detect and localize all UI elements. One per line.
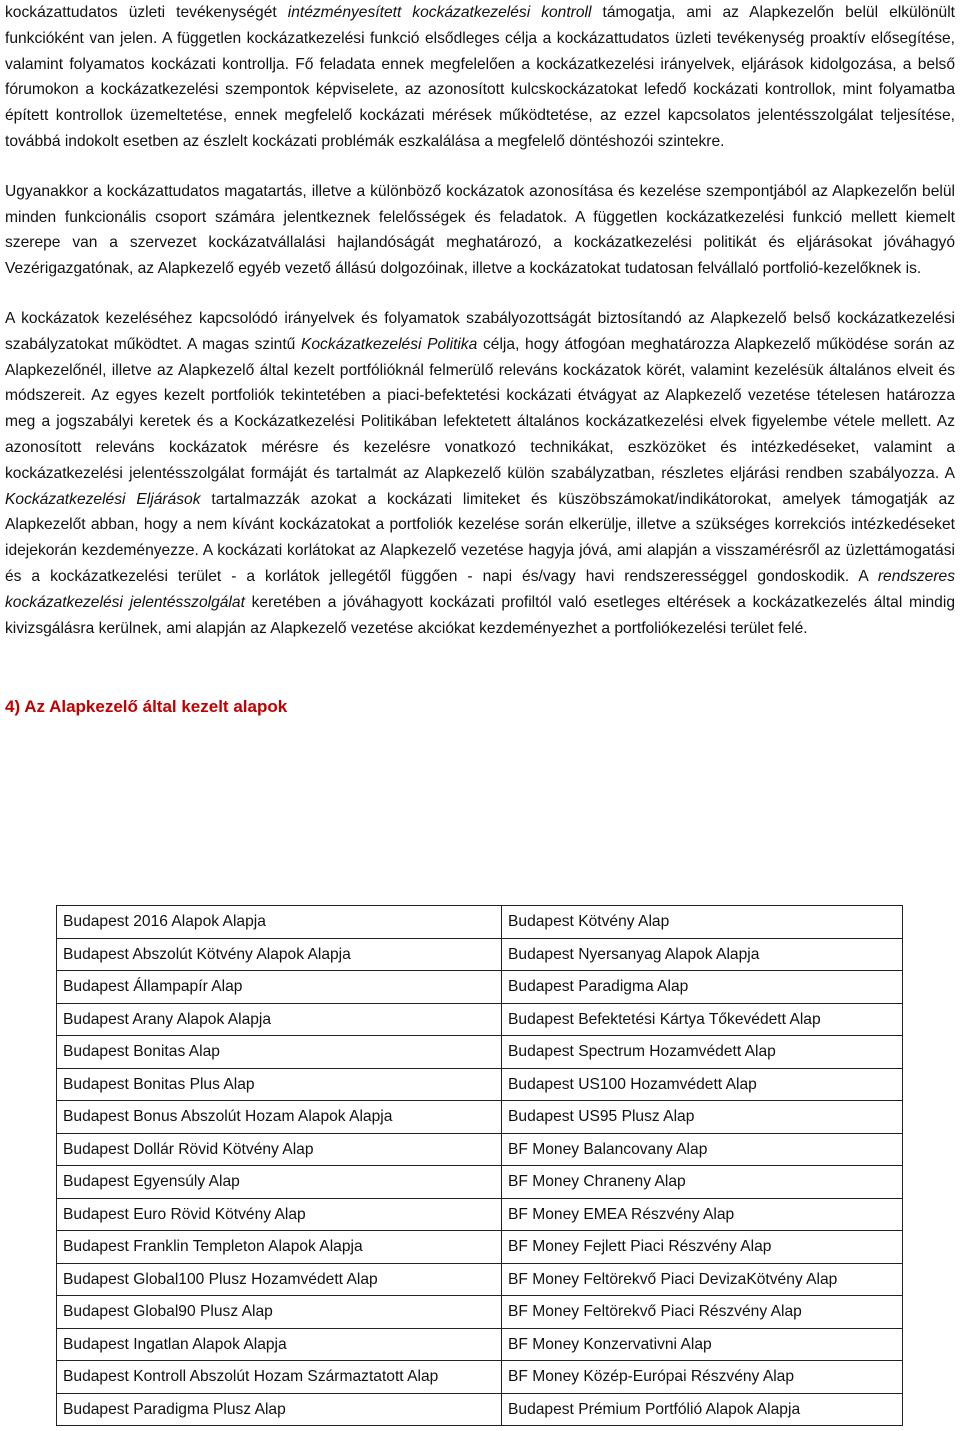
table-row bbox=[57, 1166, 903, 1199]
table-row bbox=[57, 1328, 903, 1361]
paragraph-policies bbox=[5, 306, 955, 641]
table-row bbox=[57, 1393, 903, 1426]
fund-name-left: Budapest Kontroll Abszolút Hozam Származtatott Alap bbox=[57, 1361, 502, 1394]
paragraph-risk-function bbox=[5, 0, 955, 155]
paragraph-3-text-b: célja, hogy átfogóan meghatározza Alapkezelő működése során az Alapkezelőnél, illetve az Alapkezelő által kezelt portfólióknál felmerülő releváns kockázatok körét, valamint kezelésük általános elveit és módszereit. Az egyes kezelt portfoliók tekintetében a piaci-befektetési kockázati étvágyat az Alapkezelő vezetése tételesen határozza meg a jogszabályi keretek és a Kockázatkezelési Politikában lefektetett általános kockázatkezelési elvek figyelembe vétele mellett. Az azonosított releváns kockázatok mérésre és kezelésre vonatkozó technikákat, eszközöket és intézkedéseket, valamint a kockázatkezelési jelentésszolgálat formáját és tartalmát az Alapkezelő külön szabályzatban, részletes eljárási rendben szabályozza. A bbox=[5, 335, 955, 482]
fund-name-right: Budapest Paradigma Alap bbox=[502, 971, 903, 1004]
table-row bbox=[57, 1101, 903, 1134]
table-row bbox=[57, 1263, 903, 1296]
fund-name-right: BF Money EMEA Részvény Alap bbox=[502, 1198, 903, 1231]
fund-name-left: Budapest Paradigma Plusz Alap bbox=[57, 1393, 502, 1426]
fund-name-left: Budapest Global100 Plusz Hozamvédett Alap bbox=[57, 1263, 502, 1296]
table-row bbox=[57, 1296, 903, 1329]
table-row bbox=[57, 906, 903, 939]
fund-name-right: Budapest US100 Hozamvédett Alap bbox=[502, 1068, 903, 1101]
fund-name-right: BF Money Közép-Európai Részvény Alap bbox=[502, 1361, 903, 1394]
fund-name-right: Budapest Prémium Portfólió Alapok Alapja bbox=[502, 1393, 903, 1426]
paragraph-3-text-d: keretében a jóváhagyott kockázati profiltól való esetleges eltérések a kockázatkezelés által mindig kivizsgálásra kerülnek, ami alapján az Alapkezelő vezetése akciókat kezdeményezhet a portfoliókezelési terület felé. bbox=[5, 593, 955, 637]
fund-name-right: BF Money Fejlett Piaci Részvény Alap bbox=[502, 1231, 903, 1264]
table-row bbox=[57, 971, 903, 1004]
fund-table bbox=[56, 905, 903, 1426]
fund-name-left: Budapest Euro Rövid Kötvény Alap bbox=[57, 1198, 502, 1231]
fund-name-right: BF Money Chraneny Alap bbox=[502, 1166, 903, 1199]
paragraph-1-text-b: támogatja, ami az Alapkezelőn belül elkülönült funkcióként van jelen. A független kockázatkezelési funkció elsődleges célja a kockázattudatos üzleti tevékenység proaktív elősegítése, valamint folyamatos kockázati kontrollja. Fő feladata ennek megfelelően a kockázatkezelési irányelvek, eljárások kidolgozása, a belső fórumokon a kockázatkezelési szempontok képviselete, az azonosított kulcskockázatokat lefedő kockázati kontrollok, mint folyamatba épített kontrollok üzemeltetése, ennek megfelelő kockázati mérések működtetése, az ezzel kapcsolatos jelentésszolgálat teljesítése, továbbá indokolt esetben az észlelt kockázati problémák eszkalálása a megfelelő döntéshozói szintekre. bbox=[5, 4, 955, 150]
fund-name-right: Budapest US95 Plusz Alap bbox=[502, 1101, 903, 1134]
fund-table-body bbox=[57, 906, 903, 1426]
paragraph-1-italic-term: intézményesített kockázatkezelési kontroll bbox=[287, 4, 592, 21]
paragraph-3-text-a: A kockázatok kezeléséhez kapcsolódó irányelvek és folyamatok szabályozottságát biztosítandó az Alapkezelő belső kockázatkezelési szabályzatokat működtet. A magas szintű bbox=[5, 309, 955, 353]
table-row bbox=[57, 1361, 903, 1394]
fund-name-left: Budapest Ingatlan Alapok Alapja bbox=[57, 1328, 502, 1361]
fund-name-right: BF Money Konzervativni Alap bbox=[502, 1328, 903, 1361]
fund-name-left: Budapest Egyensúly Alap bbox=[57, 1166, 502, 1199]
fund-name-left: Budapest Franklin Templeton Alapok Alapja bbox=[57, 1231, 502, 1264]
fund-name-left: Budapest Bonitas Alap bbox=[57, 1036, 502, 1069]
fund-name-left: Budapest Arany Alapok Alapja bbox=[57, 1003, 502, 1036]
fund-name-right: Budapest Spectrum Hozamvédett Alap bbox=[502, 1036, 903, 1069]
fund-name-left: Budapest Dollár Rövid Kötvény Alap bbox=[57, 1133, 502, 1166]
fund-name-right: BF Money Feltörekvő Piaci DevizaKötvény Alap bbox=[502, 1263, 903, 1296]
fund-name-left: Budapest Állampapír Alap bbox=[57, 971, 502, 1004]
fund-name-left: Budapest Bonitas Plus Alap bbox=[57, 1068, 502, 1101]
fund-name-right: Budapest Nyersanyag Alapok Alapja bbox=[502, 938, 903, 971]
fund-name-left: Budapest 2016 Alapok Alapja bbox=[57, 906, 502, 939]
fund-name-left: Budapest Global90 Plusz Alap bbox=[57, 1296, 502, 1329]
paragraph-3-text-c: tartalmazzák azokat a kockázati limiteket és küszöbszámokat/indikátorokat, amelyek támogatják az Alapkezelőt abban, hogy a nem kívánt kockázatokat a portfoliók kezelése során elkerülje, illetve a szükséges korrekciós intézkedéseket idejekorán kezdeményezze. A kockázati korlátokat az Alapkezelő vezetése hagyja jóvá, ami alapján a visszamérésről az üzlettámogatási és a kockázatkezelési terület - a korlátok jellegétől függően - napi és/vagy havi rendszerességgel gondoskodik. A bbox=[5, 490, 955, 585]
section-heading: 4) Az Alapkezelő által kezelt alapok bbox=[5, 697, 288, 717]
table-row bbox=[57, 1198, 903, 1231]
table-row bbox=[57, 1133, 903, 1166]
table-row bbox=[57, 1003, 903, 1036]
fund-name-left: Budapest Abszolút Kötvény Alapok Alapja bbox=[57, 938, 502, 971]
fund-name-right: Budapest Kötvény Alap bbox=[502, 906, 903, 939]
paragraph-3-italic-eljarasok: Kockázatkezelési Eljárások bbox=[5, 490, 201, 508]
paragraph-3-italic-jelentesszolgalat: rendszeres kockázatkezelési jelentésszolgálat bbox=[5, 567, 955, 611]
paragraph-2-text: Ugyanakkor a kockázattudatos magatartás, illetve a különböző kockázatok azonosítása és kezelése szempontjából az Alapkezelőn belül minden funkcionális csoport számára jelentkeznek felelősségek és feladatok. A független kockázatkezelési funkció mellett kiemelt szerepe van a szervezet kockázatvállalási hajlandóságát meghatározó, a kockázatkezelési politikát és eljárásokat jóváhagyó Vezérigazgatónak, az Alapkezelő egyéb vezető állású dolgozóinak, illetve a kockázatokat tudatosan felvállaló portfolió-kezelőknek is. bbox=[5, 182, 955, 278]
paragraph-3-italic-politika: Kockázatkezelési Politika bbox=[300, 335, 478, 353]
fund-name-right: Budapest Befektetési Kártya Tőkevédett Alap bbox=[502, 1003, 903, 1036]
paragraph-1-text-a: kockázattudatos üzleti tevékenységét bbox=[5, 4, 288, 21]
table-row bbox=[57, 1068, 903, 1101]
table-row bbox=[57, 1231, 903, 1264]
table-row bbox=[57, 1036, 903, 1069]
fund-name-right: BF Money Balancovany Alap bbox=[502, 1133, 903, 1166]
paragraph-responsibilities bbox=[5, 179, 955, 282]
fund-name-left: Budapest Bonus Abszolút Hozam Alapok Alapja bbox=[57, 1101, 502, 1134]
table-row bbox=[57, 938, 903, 971]
fund-name-right: BF Money Feltörekvő Piaci Részvény Alap bbox=[502, 1296, 903, 1329]
